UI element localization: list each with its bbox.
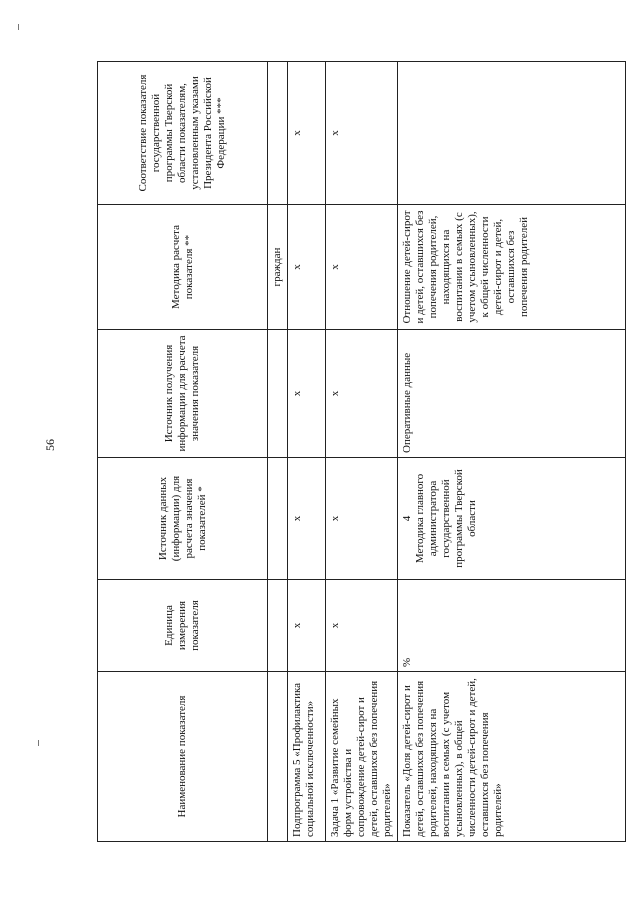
cell-info-source: х <box>326 330 398 458</box>
table-row-indicator <box>398 62 626 842</box>
scan-mark-left <box>38 740 39 746</box>
cell-source-number: 4 <box>401 515 413 522</box>
cell-unit: х <box>326 580 398 672</box>
cell-name: Задача 1 «Развитие семейных форм устройства и сопровождение детей-сирот и детей, оставшихся без попечения родителей» <box>326 672 398 842</box>
cell-info-source: х <box>288 330 326 458</box>
cell-method-continuation: граждан <box>268 205 288 330</box>
header-info-source: Источник получения информации для расчета значения показателя <box>98 330 268 458</box>
page-number: 56 <box>43 439 57 451</box>
cell-unit: % <box>398 580 626 672</box>
table-header-row <box>98 62 268 842</box>
cell-name: Показатель «Доля детей-сирот и детей, оставшихся без попечения родителей, находящихся на воспитании в семьях (с учетом усыновленных), в общей численности детей-сирот и детей, оставшихся без попечения родителей» <box>398 672 626 842</box>
header-compliance: Соответствие показателя государственной программы Тверской области показателям, установленным указами Президента Российской Федерации *** <box>98 62 268 205</box>
cell-source-text: Методика главного администратора государственной программы Тверской области <box>414 469 478 568</box>
cell-compliance: х <box>288 62 326 205</box>
cell-compliance: х <box>326 62 398 205</box>
scan-mark-top <box>18 24 19 30</box>
cell-data-source <box>398 458 626 580</box>
table-row-continuation <box>268 62 288 842</box>
cell-method: Отношение детей-сирот и детей, оставшихся без попечения родителей, находящихся на воспитании в семьях (с учетом усыновленных), к общей численности детей-сирот и детей, оставшихся без попечения родителей <box>398 205 626 330</box>
table-row-task <box>326 62 398 842</box>
table-row-subprogram <box>288 62 326 842</box>
cell-name: Подпрограмма 5 «Профилактика социальной исключенности» <box>288 672 326 842</box>
cell-compliance <box>398 62 626 205</box>
header-data-source: Источник данных (информации) для расчета значения показателей * <box>98 458 268 580</box>
cell-method: х <box>288 205 326 330</box>
cell-method: х <box>326 205 398 330</box>
header-method: Методика расчета показателя ** <box>98 205 268 330</box>
cell-data-source: х <box>326 458 398 580</box>
rotated-table-container <box>97 62 607 842</box>
cell-info-source: Оперативные данные <box>398 330 626 458</box>
cell-data-source: х <box>288 458 326 580</box>
cell-unit: х <box>288 580 326 672</box>
header-unit: Единица измерения показателя <box>98 580 268 672</box>
header-indicator-name: Наименование показателя <box>98 672 268 842</box>
indicator-table <box>97 61 626 842</box>
